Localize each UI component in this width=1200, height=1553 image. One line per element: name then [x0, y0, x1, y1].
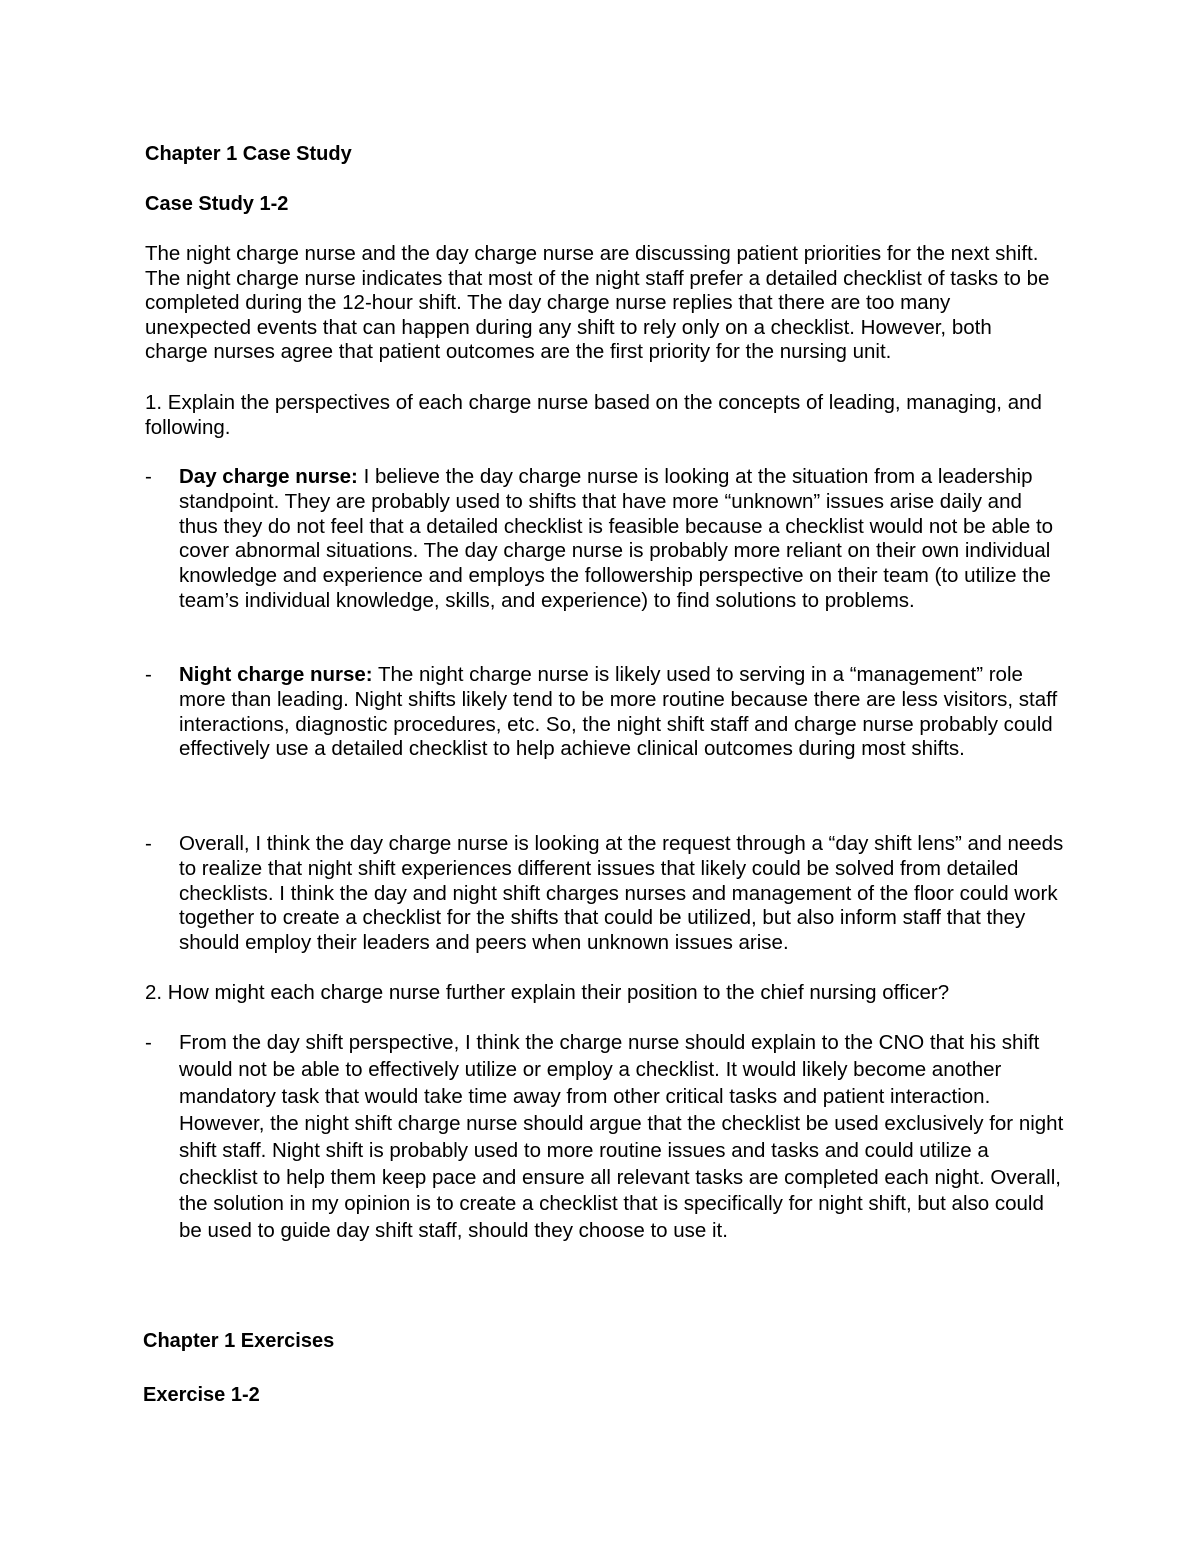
bullet-text: Overall, I think the day charge nurse is looking at the request through a “day shift lens” and needs to realize that night shift experiences different issues that likely could be solved from detailed checklists. I think the day and night shift charges nurses and management of the floor could work together to create a checklist for the shifts that could be utilized, but also inform staff that they should employ their leaders and peers when unknown issues arise. [179, 832, 1064, 955]
question-2: 2. How might each charge nurse further explain their position to the chief nursing officer? [145, 981, 950, 1004]
chapter-heading: Chapter 1 Case Study [145, 143, 352, 165]
bullet-body [179, 832, 1064, 956]
case-study-heading: Case Study 1-2 [145, 193, 289, 215]
exercise-heading: Exercise 1-2 [143, 1384, 260, 1406]
bullet-dash: - [145, 832, 152, 855]
bullet-body [179, 1030, 1064, 1245]
bullet-body [179, 465, 1064, 614]
bullet-dash: - [145, 1031, 152, 1054]
bullet-body [179, 663, 1064, 762]
bullet-text: I believe the day charge nurse is looking at the situation from a leadership standpoint. They are probably used to shifts that have more “unknown” issues arise daily and thus they do not feel that a detailed checklist is feasible because a checklist would not be able to cover abnormal situations. The day charge nurse is probably more reliant on their own individual knowledge and experience and employs the followership perspective on their team (to utilize the team’s individual knowledge, skills, and experience) to find solutions to problems. [179, 465, 1054, 612]
exercises-heading: Chapter 1 Exercises [143, 1330, 335, 1352]
intro-paragraph: The night charge nurse and the day charge nurse are discussing patient priorities for the next shift. The night charge nurse indicates that most of the night staff prefer a detailed checklist of tasks to be completed during the 12-hour shift. The day charge nurse replies that there are too many unexpected events that can happen during any shift to rely only on a checklist. However, both charge nurses agree that patient outcomes are the first priority for the nursing unit. [145, 242, 1050, 364]
bullet-dash: - [145, 663, 152, 686]
question-1: 1. Explain the perspectives of each charge nurse based on the concepts of leading, managing, and following. [145, 391, 1042, 439]
bullet-dash: - [145, 465, 152, 488]
bullet-text: From the day shift perspective, I think the charge nurse should explain to the CNO that his shift would not be able to effectively utilize or employ a checklist. It would likely become another mandatory task that would take time away from other critical tasks and patient interaction. However, the night shift charge nurse should argue that the checklist be used exclusively for night shift staff. Night shift is probably used to more routine issues and tasks and could utilize a checklist to help them keep pace and ensure all relevant tasks are completed each night. Overall, the solution in my opinion is to create a checklist that is specifically for night shift, but also could be used to guide day shift staff, should they choose to use it. [179, 1031, 1064, 1243]
bullet-label: Day charge nurse: [179, 465, 358, 488]
bullet-label: Night charge nurse: [179, 663, 373, 686]
bullet-text: The night charge nurse is likely used to serving in a “management” role more than leading. Night shifts likely tend to be more routine because there are less visitors, staff interactions, diagnostic procedures, etc. So, the night shift staff and charge nurse probably could effectively use a detailed checklist to help achieve clinical outcomes during most shifts. [179, 663, 1058, 761]
